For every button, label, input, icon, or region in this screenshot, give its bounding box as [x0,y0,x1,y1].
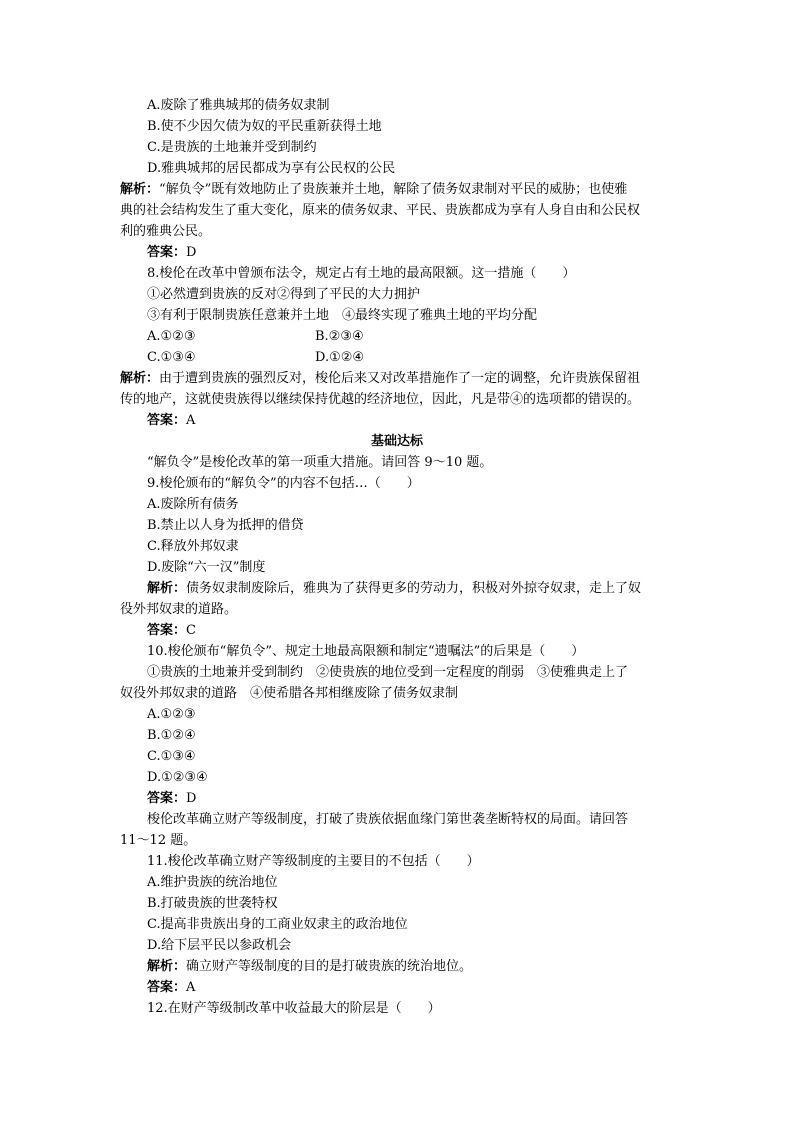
q9-option-a: A.废除所有债务 [147,497,239,512]
q11-option-c: C.提高非贵族出身的工商业奴隶主的政治地位 [147,917,408,932]
q7-answer-label: 答案： [147,245,187,260]
q8-answer-label: 答案： [147,413,187,428]
q8-analysis-label: 解析： [120,371,160,386]
q10-option-a: A.①②③ [147,707,196,722]
q11-option-b: B.打破贵族的世袭特权 [147,896,278,911]
q10-statements-2: 奴役外邦奴隶的道路 ④使希腊各邦相继废除了债务奴隶制 [120,686,459,701]
q9-option-b: B.禁止以人身为抵押的借贷 [147,518,304,533]
q9-analysis-line-1 [147,579,641,599]
q10-option-d: D.①②③④ [147,770,208,785]
q11-analysis-label: 解析： [147,959,187,974]
q8-answer-value: A [186,413,196,428]
intro-11-12-line-1: 梭伦改革确立财产等级制度，打破了贵族依据血缘门第世袭垄断特权的局面。请回答 [147,812,629,827]
q8-analysis-line-2: 传的地产，这就使贵族得以继续保持优越的经济地位，因此，凡是带④的选项都的错误的。 [120,392,641,407]
q7-analysis-label: 解析： [120,182,160,197]
q7-option-d: D.雅典城邦的居民都成为享有公民权的公民 [147,161,396,176]
q11-analysis-line-1 [147,957,472,977]
q11-answer-label: 答案： [147,980,187,995]
q10-statements-1: ①贵族的土地兼并受到制约 ②使贵族的地位受到一定程度的削弱 ③使雅典走上了 [147,665,629,680]
q9-analysis-label: 解析： [147,581,187,596]
q9-analysis-text-1: 债务奴隶制废除后，雅典为了获得更多的劳动力，积极对外掠夺奴隶，走上了奴 [186,581,642,596]
q9-answer-value: C [186,623,196,638]
q7-answer [147,243,196,263]
q9-stem: 9.梭伦颁布的“解负令”的内容不包括…（ ） [147,476,420,491]
q11-option-d: D.给下层平民以参政机会 [147,938,292,953]
q7-analysis-line-3: 利的雅典公民。 [120,224,212,239]
q9-option-c: C.释放外邦奴隶 [147,539,239,554]
q7-analysis-line-2: 典的社会结构发生了重大变化，原来的债务奴隶、平民、贵族都成为享有人身自由和公民权 [120,203,641,218]
q7-analysis-line-1 [120,180,627,200]
q8-stem: 8.梭伦在改革中曾颁布法令，规定占有土地的最高限额。这一措施（ ） [147,266,576,281]
q10-answer-value: D [186,791,197,806]
q12-stem: 12.在财产等级制改革中收益最大的阶层是（ ） [147,1001,441,1016]
q7-answer-value: D [186,245,197,260]
q7-option-c: C.是贵族的土地兼并受到制约 [147,140,317,155]
q10-option-c: C.①③④ [147,749,196,764]
q11-option-a: A.维护贵族的统治地位 [147,875,278,890]
q8-option-c: C.①③④ [147,350,196,365]
q11-answer [147,978,195,998]
q8-analysis-text-1: 由于遭到贵族的强烈反对，梭伦后来又对改革措施作了一定的调整，允许贵族保留祖 [159,371,641,386]
q11-stem: 11.梭伦改革确立财产等级制度的主要目的不包括（ ） [147,854,480,869]
section-title: 基础达标 [370,434,423,449]
q11-analysis-text-1: 确立财产等级制度的目的是打破贵族的统治地位。 [186,959,473,974]
intro-9-10: “解负令”是梭伦改革的第一项重大措施。请回答 9～10 题。 [147,455,493,470]
q9-analysis-line-2: 役外邦奴隶的道路。 [120,602,238,617]
q10-stem: 10.梭伦颁布“解负令”、规定土地最高限额和制定“遗嘱法”的后果是（ ） [147,644,585,659]
q9-answer [147,621,196,641]
q7-option-a: A.废除了雅典城邦的债务奴隶制 [147,98,330,113]
q10-option-b: B.①②④ [147,728,196,743]
q8-answer [147,411,195,431]
q10-answer-label: 答案： [147,791,187,806]
q8-option-d: D.①②④ [315,350,365,365]
q8-option-a: A.①②③ [147,329,196,344]
q7-analysis-text-1: “解负令”既有效地防止了贵族兼并土地，解除了债务奴隶制对平民的威胁；也使雅 [159,182,628,197]
q8-analysis-line-1 [120,369,640,389]
q8-option-b: B.②③④ [315,329,364,344]
q11-answer-value: A [186,980,196,995]
q7-option-b: B.使不少因欠债为奴的平民重新获得土地 [147,119,382,134]
intro-11-12-line-2: 11～12 题。 [120,833,197,848]
q9-option-d: D.废除“六一汉”制度 [147,560,266,575]
q10-answer [147,789,196,809]
q8-statements-2: ③有利于限制贵族任意兼并土地 ④最终实现了雅典土地的平均分配 [147,308,538,323]
q9-answer-label: 答案： [147,623,187,638]
q8-statements-1: ①必然遭到贵族的反对②得到了平民的大力拥护 [147,287,421,302]
